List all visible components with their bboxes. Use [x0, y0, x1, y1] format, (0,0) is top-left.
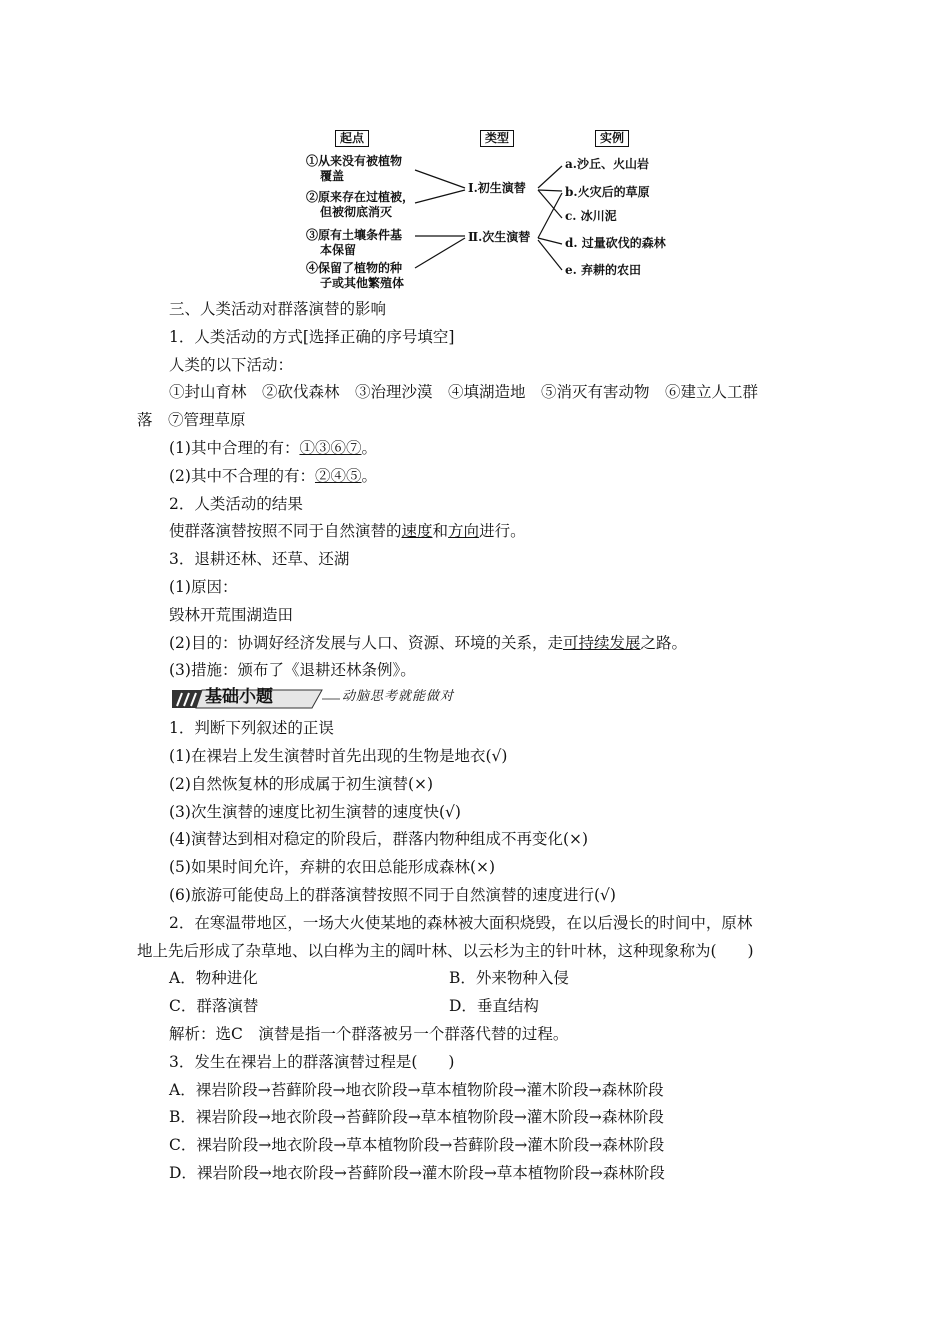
start-3a: ③原有土壤条件基 [306, 228, 403, 242]
q2-stem-1: 2．在寒温带地区，一场大火使某地的森林被大面积烧毁，在以后漫长的时间中，原林 [169, 913, 753, 932]
subsection-1-title: 1．人类活动的方式[选择正确的序号填空] [169, 327, 455, 346]
goal-text-b: 之路。 [640, 633, 687, 652]
q1-prefix: (1)其中合理的有： [169, 438, 300, 457]
q2-option-d: D．垂直结构 [449, 997, 539, 1016]
measure-line: (3)措施：颁布了《退耕还林条例》。 [169, 661, 416, 680]
result-direction: 方向 [448, 522, 480, 541]
result-text-b: 和 [432, 522, 449, 541]
q1-item: (6)旅游可能使岛上的群落演替按照不同于自然演替的速度进行(√) [169, 885, 616, 904]
unreasonable-answer [137, 463, 817, 491]
example-c: c. 冰川泥 [565, 209, 617, 223]
example-b: b.火灾后的草原 [565, 185, 650, 199]
header-example: 实例 [595, 130, 629, 147]
q1-item: (5)如果时间允许，弃耕的农田总能形成森林(×) [169, 858, 496, 877]
start-3b: 本保留 [320, 243, 357, 257]
result-text-a: 使群落演替按照不同于自然演替的 [169, 522, 402, 541]
q1-answer: ①③⑥⑦ [299, 438, 362, 457]
q2-options-ab [137, 965, 817, 993]
q2-options-cd [137, 993, 817, 1021]
cause-text: 毁林开荒围湖造田 [169, 605, 294, 624]
result-text-c: 进行。 [479, 522, 526, 541]
type-primary: Ⅰ.初生演替 [468, 181, 526, 195]
q2-option-c: C．群落演替 [169, 997, 259, 1016]
result-speed: 速度 [401, 522, 433, 541]
example-a: a.沙丘、火山岩 [565, 157, 649, 171]
q2-answer: ②④⑤ [314, 466, 362, 485]
basic-questions-banner [137, 685, 817, 715]
document-body [137, 296, 817, 1188]
header-start: 起点 [335, 130, 369, 147]
goal-underlined: 可持续发展 [562, 633, 641, 652]
q2-option-b: B．外来物种入侵 [449, 969, 569, 988]
subsection-2-title: 2．人类活动的结果 [169, 494, 303, 513]
goal-text-a: (2)目的：协调好经济发展与人口、资源、环境的关系，走 [169, 633, 563, 652]
header-type: 类型 [480, 130, 514, 147]
type-secondary: Ⅱ.次生演替 [468, 230, 531, 244]
subsection-1-intro: 人类的以下活动： [169, 355, 294, 374]
start-4b: 子或其他繁殖体 [320, 276, 405, 290]
q2-option-a: A．物种进化 [169, 969, 258, 988]
activities-line-1: ①封山育林 ②砍伐森林 ③治理沙漠 ④填湖造地 ⑤消灭有害动物 ⑥建立人工群 [169, 383, 759, 402]
q1-item: (3)次生演替的速度比初生演替的速度快(√) [169, 802, 461, 821]
q3-option-c: C．裸岩阶段→地衣阶段→草本植物阶段→苔藓阶段→灌木阶段→森林阶段 [169, 1136, 665, 1155]
result-line [137, 518, 817, 546]
banner-subtitle: 动脑思考就能做对 [342, 689, 455, 705]
q3-option-a: A．裸岩阶段→苔藓阶段→地衣阶段→草本植物阶段→灌木阶段→森林阶段 [169, 1080, 664, 1099]
q3-stem: 3．发生在裸岩上的群落演替过程是( ) [169, 1052, 455, 1071]
q2-analysis: 解析：选C 演替是指一个群落被另一个群落代替的过程。 [169, 1024, 569, 1043]
start-2a: ②原来存在过植被， [306, 190, 415, 204]
goal-line [137, 630, 817, 658]
q1-item: (4)演替达到相对稳定的阶段后，群落内物种组成不再变化(×) [169, 830, 589, 849]
q2-suffix: 。 [361, 466, 377, 485]
q1-suffix: 。 [361, 438, 377, 457]
start-1b: 覆盖 [320, 169, 345, 183]
start-4a: ④保留了植物的种 [306, 261, 403, 275]
activities-line-2: 落 ⑦管理草原 [137, 411, 246, 430]
subsection-3-title: 3．退耕还林、还草、还湖 [169, 550, 350, 569]
banner-title: 基础小题 [205, 687, 273, 708]
section-title: 三、人类活动对群落演替的影响 [169, 300, 387, 318]
cause-label: (1)原因： [169, 577, 238, 596]
start-1a: ①从来没有被植物 [306, 154, 403, 168]
q1-item: (1)在裸岩上发生演替时首先出现的生物是地衣(√) [169, 746, 508, 765]
succession-diagram [300, 128, 700, 290]
q2-prefix: (2)其中不合理的有： [169, 466, 315, 485]
q1-title: 1．判断下列叙述的正误 [169, 719, 334, 738]
q3-option-b: B．裸岩阶段→地衣阶段→苔藓阶段→草本植物阶段→灌木阶段→森林阶段 [169, 1108, 664, 1127]
reasonable-answer [137, 435, 817, 463]
q1-item: (2)自然恢复林的形成属于初生演替(×) [169, 774, 434, 793]
q3-option-d: D．裸岩阶段→地衣阶段→苔藓阶段→灌木阶段→草本植物阶段→森林阶段 [169, 1163, 665, 1182]
start-2b: 但被彻底消灭 [320, 205, 393, 219]
example-e: e. 弃耕的农田 [565, 263, 641, 277]
q2-stem-2: 地上先后形成了杂草地、以白桦为主的阔叶林、以云杉为主的针叶林，这种现象称为( ) [137, 941, 754, 960]
example-d: d. 过量砍伐的森林 [565, 236, 666, 250]
